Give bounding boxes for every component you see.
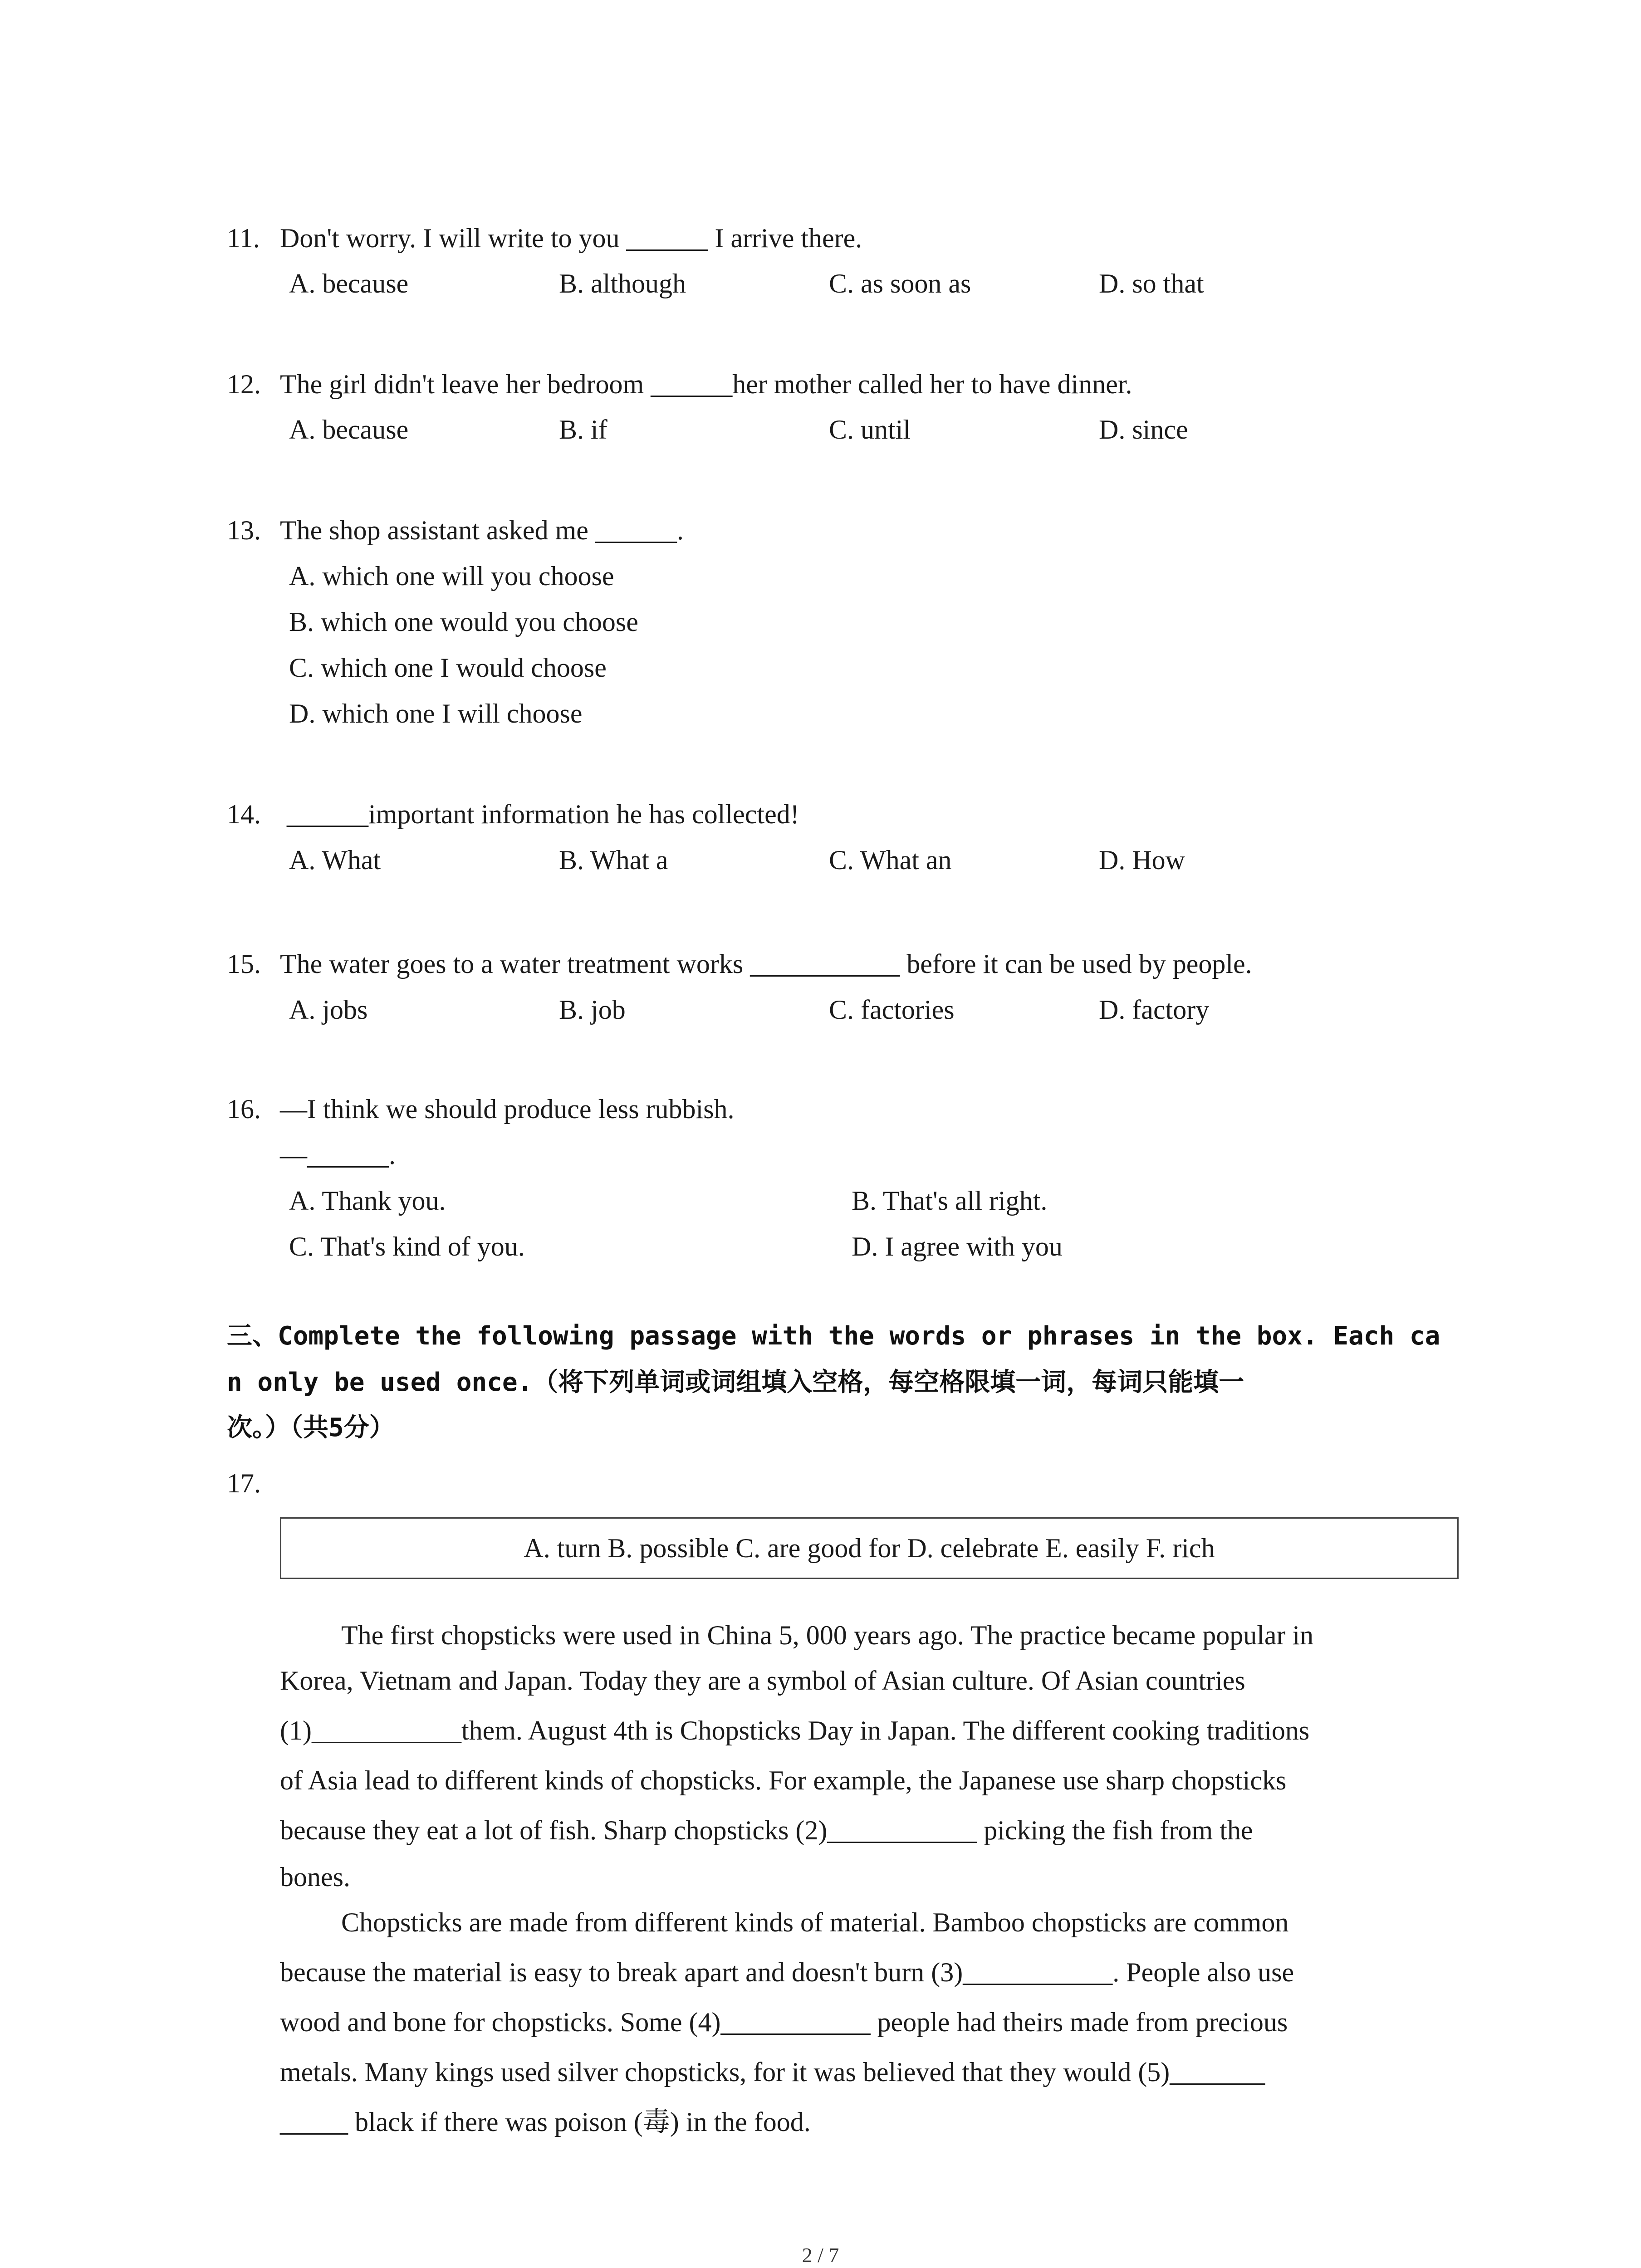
question-number: 17.	[227, 1468, 261, 1498]
passage-line: of Asia lead to different kinds of chopsticks. For example, the Japanese use sharp chopsticks	[280, 1765, 1287, 1795]
passage-line: because the material is easy to break apart and doesn't burn (3)___________. People also use	[280, 1957, 1294, 1987]
option-b: B. although	[559, 269, 686, 298]
question-stem: ______important information he has collected!	[287, 799, 799, 829]
option-b: B. That's all right.	[852, 1186, 1048, 1216]
option-d: D. since	[1099, 415, 1188, 445]
passage-line: Korea, Vietnam and Japan. Today they are a symbol of Asian culture. Of Asian countries	[280, 1666, 1245, 1696]
question-number: 13.	[227, 515, 261, 545]
question-stem: The girl didn't leave her bedroom ______her mother called her to have dinner.	[280, 369, 1132, 399]
option-b: B. which one would you choose	[289, 607, 638, 637]
question-stem: —I think we should produce less rubbish.	[280, 1094, 735, 1124]
question-number: 14.	[227, 799, 261, 829]
option-a: A. which one will you choose	[289, 561, 614, 591]
option-c: C. until	[829, 415, 911, 445]
option-d: D. factory	[1099, 995, 1210, 1025]
option-d: D. which one I will choose	[289, 699, 583, 728]
option-c: C. which one I would choose	[289, 653, 607, 683]
option-c: C. as soon as	[829, 269, 971, 298]
passage-line: bones.	[280, 1862, 350, 1892]
section-heading-line-1: 三、Complete the following passage with the words or phrases in the box. Each ca	[227, 1321, 1440, 1351]
question-number: 16.	[227, 1094, 261, 1124]
option-a: A. because	[289, 415, 409, 445]
question-stem: Don't worry. I will write to you ______ I arrive there.	[280, 223, 862, 253]
section-heading-line-3: 次。）（共5分）	[227, 1413, 395, 1442]
option-c: C. What an	[829, 845, 952, 875]
question-stem: The shop assistant asked me ______.	[280, 515, 684, 545]
option-d: D. I agree with you	[852, 1232, 1063, 1261]
option-b: B. if	[559, 415, 607, 445]
question-response-line: —______.	[280, 1140, 396, 1170]
option-d: D. How	[1099, 845, 1185, 875]
section-heading-line-2: n only be used once.（将下列单词或词组填入空格，每空格限填一词，每词只能填一	[227, 1368, 1244, 1397]
question-number: 11.	[227, 223, 260, 253]
page-number: 2 / 7	[802, 2244, 839, 2267]
option-d: D. so that	[1099, 269, 1204, 298]
passage-line: wood and bone for chopsticks. Some (4)___________ people had theirs made from precious	[280, 2007, 1288, 2037]
option-b: B. What a	[559, 845, 668, 875]
passage-line: (1)___________them. August 4th is Chopsticks Day in Japan. The different cooking traditions	[280, 1716, 1310, 1745]
question-stem: The water goes to a water treatment works ___________ before it can be used by people.	[280, 949, 1252, 979]
option-a: A. Thank you.	[289, 1186, 446, 1216]
passage-line: The first chopsticks were used in China 5, 000 years ago. The practice became popular in	[341, 1620, 1314, 1650]
option-a: A. because	[289, 269, 409, 298]
passage-line: because they eat a lot of fish. Sharp chopsticks (2)___________ picking the fish from the	[280, 1815, 1253, 1845]
word-box: A. turn B. possible C. are good for D. celebrate E. easily F. rich	[280, 1517, 1459, 1579]
passage-line: metals. Many kings used silver chopsticks, for it was believed that they would (5)_______	[280, 2057, 1265, 2087]
option-c: C. That's kind of you.	[289, 1232, 525, 1261]
option-a: A. jobs	[289, 995, 368, 1025]
question-number: 15.	[227, 949, 261, 979]
passage-line: _____ black if there was poison (毒) in the food.	[280, 2107, 811, 2137]
option-a: A. What	[289, 845, 381, 875]
question-number: 12.	[227, 369, 261, 399]
option-b: B. job	[559, 995, 626, 1025]
option-c: C. factories	[829, 995, 955, 1025]
passage-line: Chopsticks are made from different kinds of material. Bamboo chopsticks are common	[341, 1907, 1289, 1937]
